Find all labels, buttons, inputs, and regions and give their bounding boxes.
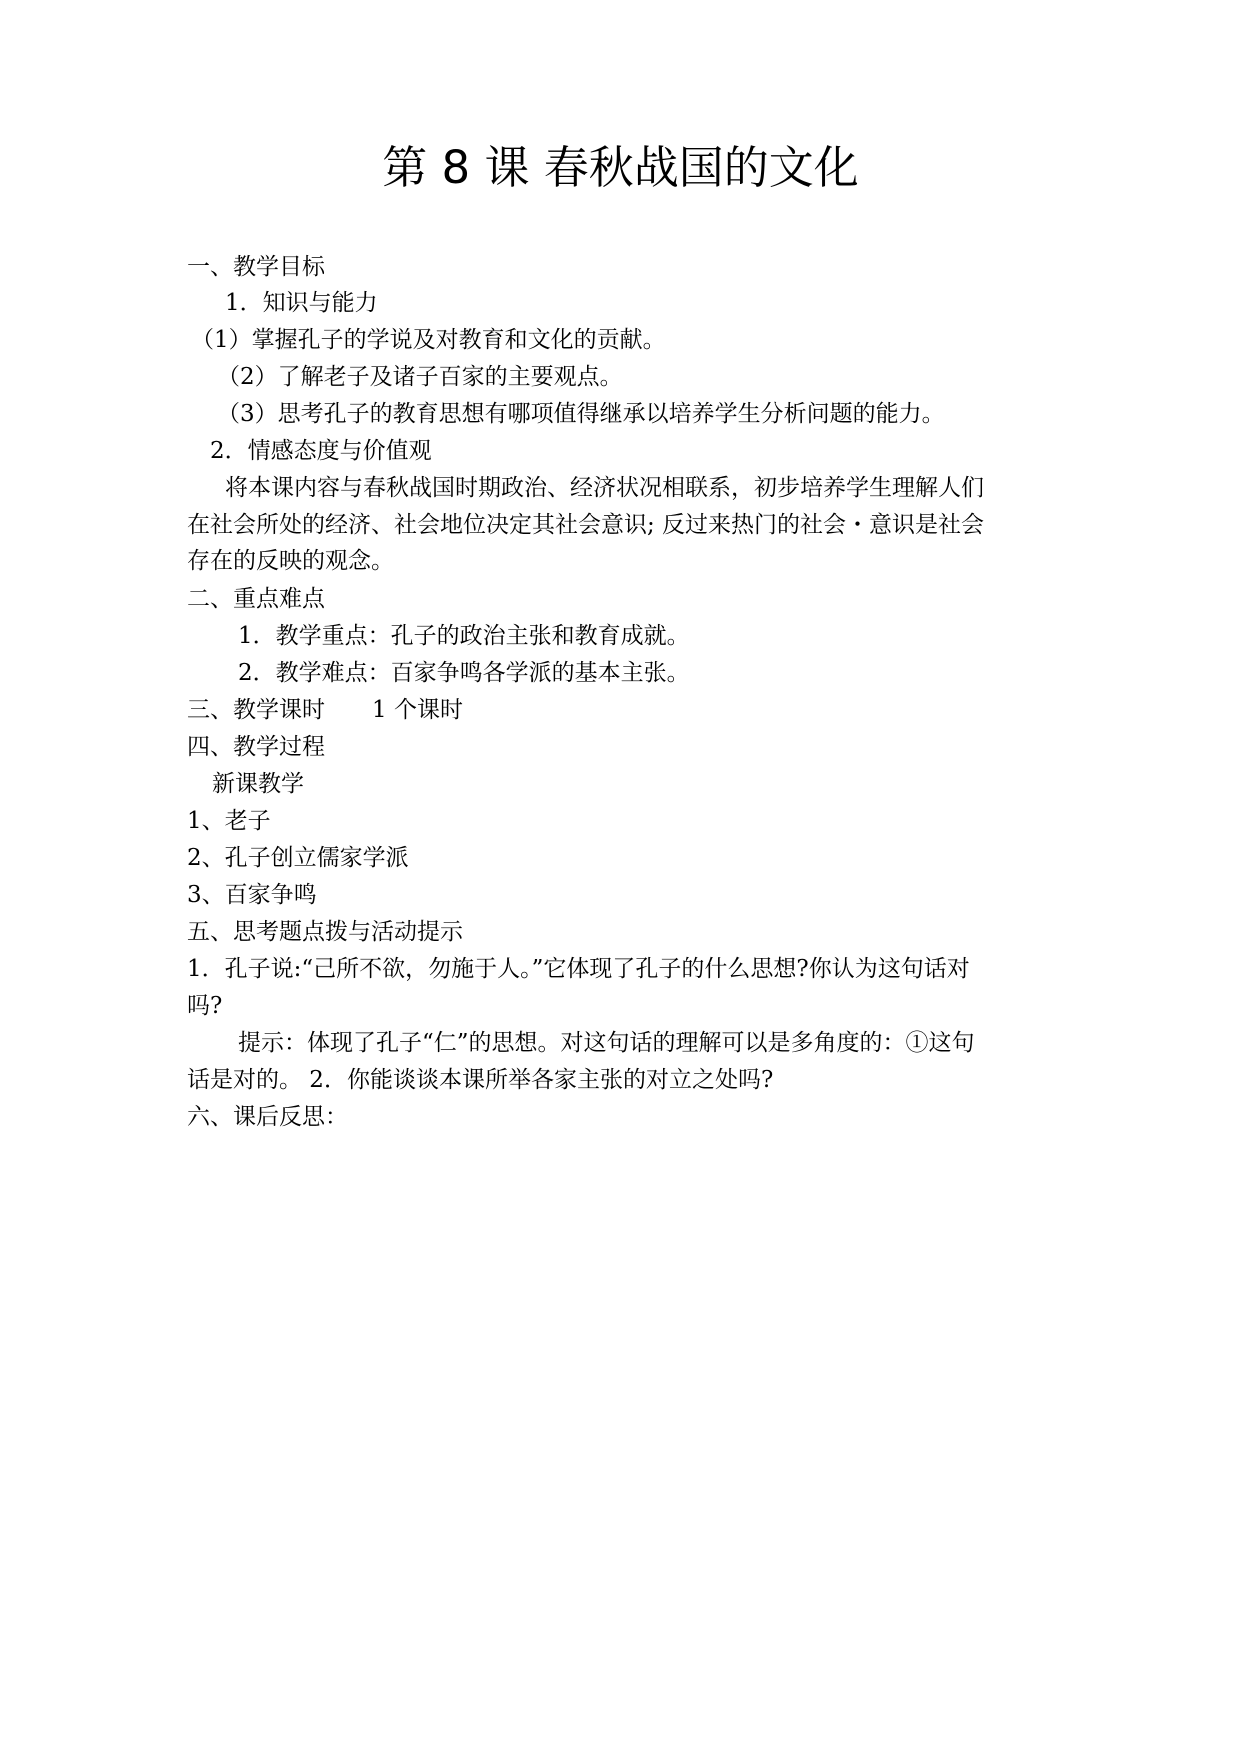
new-lesson-label: 新课教学	[212, 771, 304, 797]
discussion-line: 1．孔子说:“己所不欲，勿施于人。”它体现了孔子的什么思想?你认为这句话对	[187, 956, 970, 982]
key-point-item: 2．教学难点：百家争鸣各学派的基本主张。	[238, 660, 690, 686]
discussion-line: 话是对的。 2．你能谈谈本课所举各家主张的对立之处吗?	[187, 1067, 774, 1093]
objective-item: （1）掌握孔子的学说及对教育和文化的贡献。	[191, 327, 666, 353]
discussion-line: 提示：体现了孔子“仁”的思想。对这句话的理解可以是多角度的：①这句	[238, 1030, 975, 1056]
attitude-paragraph-line: 将本课内容与春秋战国时期政治、经济状况相联系，初步培养学生理解人们	[225, 475, 984, 501]
section-heading-class-hours: 三、教学课时	[187, 697, 325, 723]
subheading-attitude-values: 2．情感态度与价值观	[210, 438, 432, 464]
process-item: 3、百家争鸣	[187, 882, 317, 908]
objective-item: （2）了解老子及诸子百家的主要观点。	[217, 364, 623, 390]
section-heading-reflection: 六、课后反思：	[187, 1104, 348, 1130]
section-heading-objectives: 一、教学目标	[187, 254, 325, 280]
section-heading-teaching-process: 四、教学过程	[187, 734, 325, 760]
attitude-paragraph-line: 存在的反映的观念。	[187, 548, 394, 574]
subheading-knowledge-ability: 1．知识与能力	[225, 290, 378, 316]
discussion-line: 吗?	[187, 993, 223, 1019]
attitude-paragraph-line: 在社会所处的经济、社会地位决定其社会意识; 反过来热门的社会・意识是社会	[187, 512, 985, 538]
key-point-item: 1．教学重点：孔子的政治主张和教育成就。	[238, 623, 690, 649]
section-heading-key-points: 二、重点难点	[187, 586, 325, 612]
class-hours-value: 1 个课时	[372, 697, 463, 723]
process-item: 1、老子	[187, 808, 271, 834]
page-title: 第 8 课 春秋战国的文化	[382, 141, 859, 194]
process-item: 2、孔子创立儒家学派	[187, 845, 409, 871]
section-heading-discussion: 五、思考题点拨与活动提示	[187, 919, 463, 945]
objective-item: （3）思考孔子的教育思想有哪项值得继承以培养学生分析问题的能力。	[217, 401, 945, 427]
